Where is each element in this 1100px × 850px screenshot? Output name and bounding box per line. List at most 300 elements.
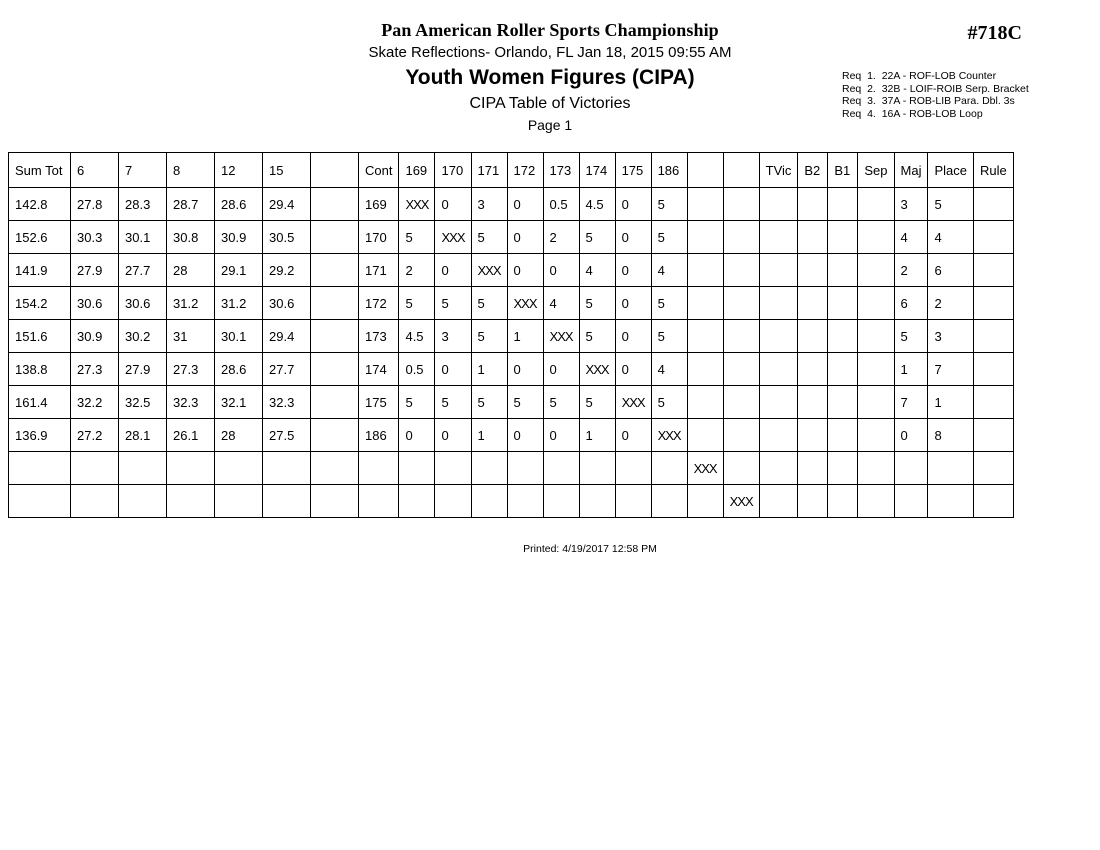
table-cell bbox=[263, 485, 311, 518]
table-cell: 4.5 bbox=[399, 320, 435, 353]
table-cell bbox=[507, 452, 543, 485]
table-row bbox=[9, 221, 1014, 254]
cell-sum-total: 138.8 bbox=[9, 353, 71, 386]
col-header-skater-171: 171 bbox=[471, 153, 507, 188]
table-cell: 2 bbox=[399, 254, 435, 287]
table-cell: 5 bbox=[651, 188, 687, 221]
requirement-item: Req 4. 16A - ROB-LOB Loop bbox=[842, 107, 983, 120]
cell-place: 6 bbox=[928, 254, 974, 287]
cell-place: 5 bbox=[928, 188, 974, 221]
table-cell bbox=[119, 485, 167, 518]
table-cell bbox=[974, 485, 1014, 518]
table-cell: 27.9 bbox=[71, 254, 119, 287]
table-cell: 32.1 bbox=[215, 386, 263, 419]
table-cell bbox=[579, 452, 615, 485]
table-cell: 0 bbox=[507, 254, 543, 287]
table-cell bbox=[311, 287, 359, 320]
cell-sum-total bbox=[9, 452, 71, 485]
requirement-item: Req 3. 37A - ROB-LIB Para. Dbl. 3s bbox=[842, 95, 1015, 107]
table-cell: 30.6 bbox=[71, 287, 119, 320]
table-cell bbox=[759, 452, 798, 485]
table-cell: 31.2 bbox=[215, 287, 263, 320]
table-cell bbox=[974, 353, 1014, 386]
table-cell: 27.3 bbox=[71, 353, 119, 386]
table-cell bbox=[828, 188, 858, 221]
requirements-list bbox=[842, 70, 1029, 120]
table-cell bbox=[311, 452, 359, 485]
table-cell: 0 bbox=[507, 221, 543, 254]
table-cell bbox=[798, 320, 828, 353]
table-cell bbox=[798, 353, 828, 386]
table-cell: 5 bbox=[651, 386, 687, 419]
table-cell: XXX bbox=[723, 485, 759, 518]
table-cell: XXX bbox=[507, 287, 543, 320]
table-cell: 0 bbox=[615, 353, 651, 386]
table-cell: 30.2 bbox=[119, 320, 167, 353]
cell-maj: 4 bbox=[894, 221, 928, 254]
table-cell: 5 bbox=[651, 221, 687, 254]
col-header-judge-15: 15 bbox=[263, 153, 311, 188]
page-label: Page 1 bbox=[527, 117, 573, 133]
table-cell bbox=[687, 221, 723, 254]
table-cell bbox=[215, 452, 263, 485]
table-cell bbox=[759, 386, 798, 419]
table-row bbox=[9, 386, 1014, 419]
table-cell bbox=[311, 320, 359, 353]
table-cell: 4 bbox=[579, 254, 615, 287]
table-cell bbox=[858, 452, 894, 485]
table-cell: 30.6 bbox=[263, 287, 311, 320]
table-row bbox=[9, 254, 1014, 287]
table-cell: 32.3 bbox=[167, 386, 215, 419]
table-cell bbox=[828, 485, 858, 518]
table-cell: 1 bbox=[471, 419, 507, 452]
col-header-sep: Sep bbox=[858, 153, 894, 188]
table-cell: 0 bbox=[543, 353, 579, 386]
col-header-judge-8: 8 bbox=[167, 153, 215, 188]
table-row bbox=[9, 419, 1014, 452]
table-cell: 5 bbox=[543, 386, 579, 419]
table-cell bbox=[858, 287, 894, 320]
table-cell: 0 bbox=[615, 287, 651, 320]
table-cell bbox=[311, 485, 359, 518]
table-cell: 29.4 bbox=[263, 188, 311, 221]
table-cell: 5 bbox=[579, 386, 615, 419]
table-cell: 1 bbox=[507, 320, 543, 353]
table-cell: 30.9 bbox=[215, 221, 263, 254]
table-cell bbox=[71, 452, 119, 485]
col-header-skater-174: 174 bbox=[579, 153, 615, 188]
table-cell: 32.2 bbox=[71, 386, 119, 419]
table-cell bbox=[759, 287, 798, 320]
table-cell bbox=[263, 452, 311, 485]
table-cell: 4 bbox=[651, 353, 687, 386]
table-cell: 0 bbox=[615, 221, 651, 254]
table-cell: 1 bbox=[579, 419, 615, 452]
table-cell bbox=[723, 419, 759, 452]
table-cell: 27.7 bbox=[119, 254, 167, 287]
table-cell: 0.5 bbox=[399, 353, 435, 386]
table-cell bbox=[974, 452, 1014, 485]
table-cell bbox=[759, 254, 798, 287]
table-cell bbox=[507, 485, 543, 518]
table-cell: 5 bbox=[651, 287, 687, 320]
table-cell bbox=[858, 419, 894, 452]
table-cell bbox=[828, 386, 858, 419]
table-of-victories bbox=[8, 152, 1014, 518]
printed-timestamp: Printed: 4/19/2017 12:58 PM bbox=[523, 543, 657, 555]
cell-maj: 1 bbox=[894, 353, 928, 386]
table-cell bbox=[687, 287, 723, 320]
table-cell bbox=[687, 254, 723, 287]
table-cell: 3 bbox=[435, 320, 471, 353]
table-cell bbox=[167, 452, 215, 485]
table-cell bbox=[974, 287, 1014, 320]
table-cell: 0 bbox=[399, 419, 435, 452]
col-header-judge-7: 7 bbox=[119, 153, 167, 188]
cell-sum-total bbox=[9, 485, 71, 518]
table-cell: 30.8 bbox=[167, 221, 215, 254]
table-cell bbox=[828, 320, 858, 353]
table-cell bbox=[798, 452, 828, 485]
table-cell: XXX bbox=[651, 419, 687, 452]
table-row bbox=[9, 353, 1014, 386]
table-cell bbox=[723, 320, 759, 353]
table-cell: 1 bbox=[471, 353, 507, 386]
col-header-judge-12: 12 bbox=[215, 153, 263, 188]
table-cell: 5 bbox=[435, 287, 471, 320]
table-cell bbox=[828, 452, 858, 485]
table-cell: 28.6 bbox=[215, 353, 263, 386]
requirement-item: Req 1. 22A - ROF-LOB Counter bbox=[842, 70, 997, 82]
table-cell: 27.9 bbox=[119, 353, 167, 386]
table-cell: 30.6 bbox=[119, 287, 167, 320]
table-cell: 5 bbox=[399, 221, 435, 254]
col-header-maj: Maj bbox=[894, 153, 928, 188]
table-cell bbox=[435, 485, 471, 518]
table-cell: 0 bbox=[615, 419, 651, 452]
table-cell bbox=[828, 353, 858, 386]
cell-maj bbox=[894, 452, 928, 485]
cell-maj: 0 bbox=[894, 419, 928, 452]
table-cell: 27.8 bbox=[71, 188, 119, 221]
table-cell bbox=[723, 254, 759, 287]
table-cell: 26.1 bbox=[167, 419, 215, 452]
table-cell: 5 bbox=[651, 320, 687, 353]
report-header bbox=[0, 0, 1100, 145]
table-cell bbox=[471, 452, 507, 485]
cell-maj: 2 bbox=[894, 254, 928, 287]
table-cell bbox=[723, 221, 759, 254]
cell-maj: 7 bbox=[894, 386, 928, 419]
col-header-rule: Rule bbox=[974, 153, 1014, 188]
table-cell: 0.5 bbox=[543, 188, 579, 221]
cell-contestant: 173 bbox=[359, 320, 399, 353]
cell-sum-total: 142.8 bbox=[9, 188, 71, 221]
table-cell bbox=[798, 485, 828, 518]
table-cell: 4 bbox=[651, 254, 687, 287]
col-header-b2: B2 bbox=[798, 153, 828, 188]
table-cell: 4.5 bbox=[579, 188, 615, 221]
table-cell bbox=[435, 452, 471, 485]
cell-contestant: 174 bbox=[359, 353, 399, 386]
table-row bbox=[9, 485, 1014, 518]
cell-place: 2 bbox=[928, 287, 974, 320]
cell-sum-total: 141.9 bbox=[9, 254, 71, 287]
table-cell bbox=[759, 320, 798, 353]
table-cell: 5 bbox=[399, 386, 435, 419]
col-header-judge-6: 6 bbox=[71, 153, 119, 188]
col-header-skater-172: 172 bbox=[507, 153, 543, 188]
col-header-skater-169: 169 bbox=[399, 153, 435, 188]
table-cell: 27.2 bbox=[71, 419, 119, 452]
table-cell bbox=[215, 485, 263, 518]
table-cell: 30.5 bbox=[263, 221, 311, 254]
table-cell: 5 bbox=[579, 287, 615, 320]
cell-place: 4 bbox=[928, 221, 974, 254]
table-cell: 5 bbox=[579, 221, 615, 254]
table-cell bbox=[399, 452, 435, 485]
cell-sum-total: 136.9 bbox=[9, 419, 71, 452]
table-cell bbox=[651, 452, 687, 485]
table-cell: 29.4 bbox=[263, 320, 311, 353]
table-cell bbox=[311, 386, 359, 419]
table-cell: 0 bbox=[435, 254, 471, 287]
table-cell: 0 bbox=[615, 254, 651, 287]
table-cell: 31.2 bbox=[167, 287, 215, 320]
cell-sum-total: 152.6 bbox=[9, 221, 71, 254]
table-cell bbox=[311, 254, 359, 287]
report-subtitle: CIPA Table of Victories bbox=[469, 95, 631, 112]
table-cell bbox=[759, 419, 798, 452]
table-cell bbox=[798, 254, 828, 287]
table-cell bbox=[974, 188, 1014, 221]
table-cell: 28.3 bbox=[119, 188, 167, 221]
cell-maj: 6 bbox=[894, 287, 928, 320]
table-body bbox=[9, 188, 1014, 518]
table-cell bbox=[798, 386, 828, 419]
table-cell bbox=[798, 221, 828, 254]
cell-contestant bbox=[359, 452, 399, 485]
table-cell bbox=[974, 254, 1014, 287]
cell-place: 7 bbox=[928, 353, 974, 386]
table-cell: 30.1 bbox=[119, 221, 167, 254]
table-cell bbox=[828, 254, 858, 287]
col-header-place: Place bbox=[928, 153, 974, 188]
table-cell: 0 bbox=[615, 188, 651, 221]
victories-table bbox=[8, 152, 1014, 518]
table-cell: XXX bbox=[399, 188, 435, 221]
table-cell bbox=[311, 221, 359, 254]
table-cell bbox=[615, 485, 651, 518]
table-cell: 5 bbox=[471, 386, 507, 419]
table-cell bbox=[311, 419, 359, 452]
table-cell bbox=[543, 485, 579, 518]
table-cell bbox=[759, 353, 798, 386]
table-row bbox=[9, 320, 1014, 353]
table-cell bbox=[687, 188, 723, 221]
table-cell: XXX bbox=[471, 254, 507, 287]
table-cell: 0 bbox=[615, 320, 651, 353]
table-cell: 31 bbox=[167, 320, 215, 353]
col-header-cont: Cont bbox=[359, 153, 399, 188]
cell-place bbox=[928, 452, 974, 485]
cell-maj: 3 bbox=[894, 188, 928, 221]
col-header-skater-175: 175 bbox=[615, 153, 651, 188]
table-cell: XXX bbox=[687, 452, 723, 485]
table-cell: 0 bbox=[507, 419, 543, 452]
table-cell bbox=[687, 419, 723, 452]
table-cell bbox=[723, 188, 759, 221]
table-cell bbox=[858, 254, 894, 287]
table-cell bbox=[858, 320, 894, 353]
cell-sum-total: 161.4 bbox=[9, 386, 71, 419]
table-cell: 29.1 bbox=[215, 254, 263, 287]
table-cell bbox=[759, 188, 798, 221]
table-cell: 4 bbox=[543, 287, 579, 320]
table-cell bbox=[759, 485, 798, 518]
table-cell: 5 bbox=[435, 386, 471, 419]
division-title: Youth Women Figures (CIPA) bbox=[405, 66, 695, 89]
cell-place: 8 bbox=[928, 419, 974, 452]
cell-sum-total: 154.2 bbox=[9, 287, 71, 320]
col-header-spacer-1 bbox=[311, 153, 359, 188]
table-cell bbox=[687, 485, 723, 518]
table-header-row bbox=[9, 153, 1014, 188]
table-cell bbox=[723, 353, 759, 386]
table-cell bbox=[828, 287, 858, 320]
table-cell bbox=[798, 188, 828, 221]
table-cell bbox=[471, 485, 507, 518]
col-header-spacer-3 bbox=[723, 153, 759, 188]
table-cell bbox=[687, 353, 723, 386]
cell-maj bbox=[894, 485, 928, 518]
table-cell: 27.3 bbox=[167, 353, 215, 386]
table-cell: 5 bbox=[471, 287, 507, 320]
cell-contestant: 169 bbox=[359, 188, 399, 221]
table-cell bbox=[828, 221, 858, 254]
table-cell: 28 bbox=[215, 419, 263, 452]
table-cell bbox=[798, 287, 828, 320]
table-cell: XXX bbox=[435, 221, 471, 254]
table-cell: 27.7 bbox=[263, 353, 311, 386]
table-cell bbox=[858, 353, 894, 386]
cell-contestant bbox=[359, 485, 399, 518]
table-cell: 0 bbox=[543, 254, 579, 287]
table-cell bbox=[399, 485, 435, 518]
table-cell: 28 bbox=[167, 254, 215, 287]
table-cell: 2 bbox=[543, 221, 579, 254]
table-cell bbox=[579, 485, 615, 518]
col-header-skater-186: 186 bbox=[651, 153, 687, 188]
table-cell bbox=[858, 386, 894, 419]
table-cell: 30.1 bbox=[215, 320, 263, 353]
table-row bbox=[9, 452, 1014, 485]
table-cell bbox=[828, 419, 858, 452]
table-cell bbox=[119, 452, 167, 485]
table-cell bbox=[723, 287, 759, 320]
table-cell bbox=[723, 386, 759, 419]
cell-place: 3 bbox=[928, 320, 974, 353]
table-cell bbox=[974, 419, 1014, 452]
cell-place: 1 bbox=[928, 386, 974, 419]
col-header-skater-170: 170 bbox=[435, 153, 471, 188]
cell-contestant: 175 bbox=[359, 386, 399, 419]
table-cell: 5 bbox=[399, 287, 435, 320]
cell-contestant: 186 bbox=[359, 419, 399, 452]
col-header-sum-tot: Sum Tot bbox=[9, 153, 71, 188]
table-cell: 29.2 bbox=[263, 254, 311, 287]
table-cell: 30.3 bbox=[71, 221, 119, 254]
col-header-b1: B1 bbox=[828, 153, 858, 188]
table-cell bbox=[974, 320, 1014, 353]
table-cell: 28.7 bbox=[167, 188, 215, 221]
table-cell bbox=[167, 485, 215, 518]
table-cell: 3 bbox=[471, 188, 507, 221]
table-cell bbox=[543, 452, 579, 485]
event-number: #718C bbox=[967, 22, 1022, 44]
table-cell: 30.9 bbox=[71, 320, 119, 353]
table-cell: XXX bbox=[579, 353, 615, 386]
cell-sum-total: 151.6 bbox=[9, 320, 71, 353]
table-cell bbox=[974, 386, 1014, 419]
table-cell bbox=[311, 353, 359, 386]
table-cell bbox=[651, 485, 687, 518]
table-cell bbox=[798, 419, 828, 452]
table-row bbox=[9, 188, 1014, 221]
table-cell bbox=[723, 452, 759, 485]
venue-line: Skate Reflections- Orlando, FL Jan 18, 2015 09:55 AM bbox=[368, 44, 732, 61]
table-cell: 0 bbox=[543, 419, 579, 452]
table-cell: 0 bbox=[435, 353, 471, 386]
table-cell: 5 bbox=[579, 320, 615, 353]
table-cell: 5 bbox=[471, 320, 507, 353]
table-cell: 28.1 bbox=[119, 419, 167, 452]
cell-contestant: 171 bbox=[359, 254, 399, 287]
table-cell: 0 bbox=[507, 188, 543, 221]
requirement-item: Req 2. 32B - LOIF-ROIB Serp. Bracket bbox=[842, 82, 1029, 95]
table-cell: 27.5 bbox=[263, 419, 311, 452]
table-cell bbox=[858, 221, 894, 254]
event-title: Pan American Roller Sports Championship bbox=[381, 20, 719, 40]
table-cell: 0 bbox=[435, 188, 471, 221]
cell-maj: 5 bbox=[894, 320, 928, 353]
table-cell: 32.5 bbox=[119, 386, 167, 419]
table-cell: 5 bbox=[471, 221, 507, 254]
cell-place bbox=[928, 485, 974, 518]
table-row bbox=[9, 287, 1014, 320]
cell-contestant: 170 bbox=[359, 221, 399, 254]
table-cell bbox=[858, 188, 894, 221]
table-cell bbox=[759, 221, 798, 254]
table-cell: XXX bbox=[615, 386, 651, 419]
cell-contestant: 172 bbox=[359, 287, 399, 320]
table-cell: 28.6 bbox=[215, 188, 263, 221]
table-cell bbox=[974, 221, 1014, 254]
table-cell: XXX bbox=[543, 320, 579, 353]
table-cell bbox=[71, 485, 119, 518]
col-header-tvic: TVic bbox=[759, 153, 798, 188]
table-cell bbox=[858, 485, 894, 518]
table-cell: 32.3 bbox=[263, 386, 311, 419]
table-cell bbox=[687, 386, 723, 419]
table-cell: 0 bbox=[435, 419, 471, 452]
col-header-spacer-2 bbox=[687, 153, 723, 188]
table-cell: 0 bbox=[507, 353, 543, 386]
table-cell: 5 bbox=[507, 386, 543, 419]
col-header-skater-173: 173 bbox=[543, 153, 579, 188]
table-cell bbox=[615, 452, 651, 485]
